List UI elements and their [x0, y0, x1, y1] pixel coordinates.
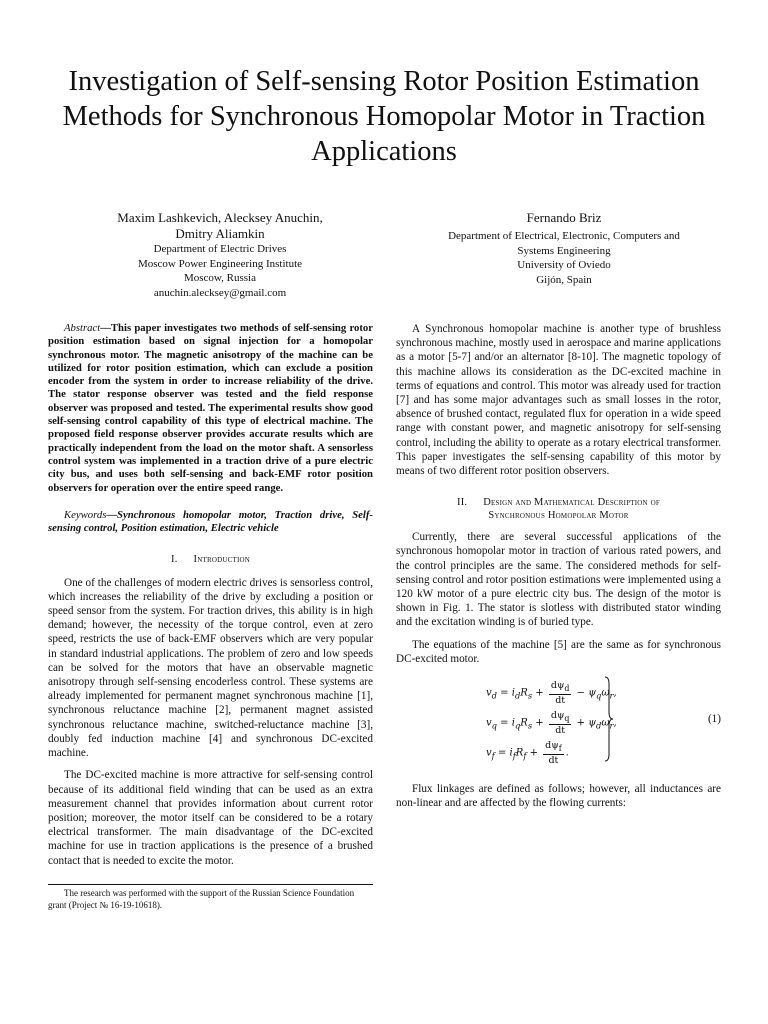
section-title: Introduction — [193, 554, 250, 566]
abstract-lead: Abstract — [64, 322, 101, 334]
section-heading-design — [396, 496, 721, 522]
intro-paragraph-2: The DC-excited machine is more attractive for self-sensing control because of its additional field winding that can be used as an extra measurement channel that provides information about current rotor position; moreover, the motor itself can be considered to be a rotary electrical transformer. The main disadvantage of the DC-excited machine for use in traction applications is the presence of a brushed contact that is needed to excite the motor. — [48, 769, 373, 867]
equation-1 — [396, 676, 721, 768]
author-block-right — [415, 210, 713, 287]
author-location: Moscow, Russia — [183, 272, 256, 284]
right-column — [396, 322, 721, 818]
design-paragraph-1: Currently, there are several successful applications of the synchronous homopolar motor in traction of various rated powers, and the control principles are the same. The considered methods for self-sensing control and rotor position estimations were implemented using a 120 kW motor of a pure electric city bus. The design of the motor is shown in Fig. 1. The stator is slotless with distributed stator winding and the excitation winding is of buried type. — [396, 531, 721, 629]
section-number: I. — [171, 554, 178, 566]
footnote-divider — [48, 884, 373, 885]
paper-title: Investigation of Self-sensing Rotor Position Estimation Methods for Synchronous Homopolar Motor in Traction Applications — [62, 66, 706, 167]
author-names-line1: Maxim Lashkevich, Alecksey Anuchin, — [117, 210, 323, 225]
author-institute: Moscow Power Engineering Institute — [137, 257, 303, 270]
right-paragraph-last: Flux linkages are defined as follows; however, all inductances are non-linear and are affected by the flowing currents: — [396, 783, 721, 810]
section-number: II. — [457, 497, 468, 509]
author-right-department-line2: Systems Engineering — [517, 244, 611, 257]
author-email: anuchin.alecksey@gmail.com — [153, 286, 287, 299]
author-names-line2: Dmitry Aliamkin — [175, 226, 265, 241]
abstract — [48, 322, 373, 495]
author-right-university: University of Oviedo — [517, 259, 611, 271]
equation-number: (1) — [707, 713, 721, 726]
left-column — [48, 322, 373, 876]
keywords-text: —Synchronous homopolar motor, Traction drive, Self-sensing control, Position estimation, Electric vehicle — [48, 508, 373, 535]
author-right-location: Gijón, Spain — [536, 273, 592, 286]
author-block-left — [60, 210, 380, 300]
section-title-line2: Synchronous Homopolar Motor — [488, 510, 629, 522]
author-right-department-line1: Department of Electrical, Electronic, Computers and — [448, 230, 680, 242]
keywords — [48, 509, 373, 536]
right-paragraph-1: A Synchronous homopolar machine is another type of brushless synchronous machine, mostly used in aerospace and marine applications as a motor [5-7] and/or an alternator [8-10]. The magnetic topology of this machine allows its consideration as the DC-excited machine in terms of equations and control. This motor was already used for traction [7] and has some major advantages such as small losses in the rotor, absence of brushed contact, regulated flux for operation in a wide speed range with constant power, and magnetic anisotropy for self-sensing control, including the ability to operate as a rotary electrical transformer. This paper investigates the self-sensing capability of this motor by means of two different rotor position observers. — [396, 323, 721, 478]
equation-line-vq: $v_q = i_qR_s$ + $\frac{d\psi_q}{dt}$ + $\psi_d\omega_r$, — [486, 710, 617, 736]
abstract-text: —This paper investigates two methods of self-sensing rotor position estimation based on signal injection for a homopolar synchronous motor. The magnetic anisotropy of the machine can be utilized for rotor position estimation, which can exclude a position encoder from the system in order to increase reliability of the drive. The stator response observer was tested and the field response observer was proposed and tested. The experimental results show good self-sensing control capability of this type of electrical machine. The proposed field response observer provides accurate results which are practically independent from the load on the motor shaft. A sensorless control system was implemented in a traction drive of a pure electric city bus, and uses both self-sensing and back-EMF rotor position observers for operation over the entire speed range. — [48, 322, 373, 494]
footnote: The research was performed with the support of the Russian Science Foundation grant (Project № 16-19-10618). — [48, 888, 355, 910]
author-name-right: Fernando Briz — [526, 210, 602, 225]
keywords-lead: Keywords — [64, 508, 107, 521]
equation-line-vf: $v_f = i_fR_f$ + $\frac{d\psi_f}{dt}$ . — [486, 740, 569, 766]
design-paragraph-2: The equations of the machine [5] are the same as for synchronous DC-excited motor. — [396, 638, 721, 665]
intro-paragraph-1: One of the challenges of modern electric drives is sensorless control, which increases the reliability of the drive by excluding a position or speed sensor from the system. For traction drives, this ability is in high demand; however, the necessity of the torque control, even at zero speed, restricts the use of back-EMF observers which are very popular in standard industrial applications. The problem of zero and low speeds can be solved for the motors that have an observable magnetic anisotropy through self-sensing encoderless control. These systems are already implemented for permanent magnet synchronous machine [1], synchronous reluctance machine [2], permanent magnet assisted synchronous reluctance machine, switched-reluctance machine [3], doubly fed induction machine [4] and synchronous DC-excited machine. — [48, 576, 373, 760]
section-title-line1: Design and Mathematical Description of — [483, 497, 660, 509]
equation-line-vd: $v_d = i_dR_s$ + $\frac{d\psi_d}{dt}$ − $\psi_q\omega_r$, — [486, 680, 617, 706]
author-department: Department of Electric Drives — [153, 243, 287, 255]
equation-brace — [604, 676, 614, 762]
section-heading-introduction — [48, 553, 373, 567]
